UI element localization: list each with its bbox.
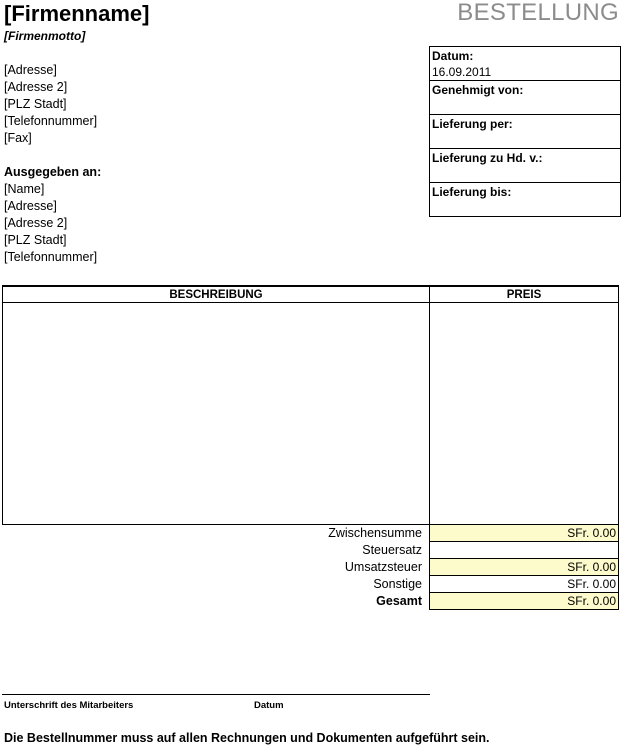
sender-city: [PLZ Stadt] [4,97,67,111]
signature-line[interactable] [2,694,430,695]
subtotal-label: Zwischensumme [328,526,422,540]
description-cells[interactable] [3,303,429,524]
attention-label: Lieferung zu Hd. v.: [432,151,543,165]
delivery-via-row[interactable] [430,115,620,149]
tax-rate-value[interactable] [429,542,619,559]
company-name: [Firmenname] [4,1,150,26]
tax-rate-label: Steuersatz [362,543,422,557]
date-value[interactable]: 16.09.2011 [432,65,492,79]
other-value[interactable]: SFr. 0.00 [429,576,619,593]
delivery-by-label: Lieferung bis: [432,185,512,199]
order-info-box [429,46,621,217]
total-label: Gesamt [376,594,422,608]
approved-by-label: Genehmigt von: [432,83,524,97]
date-label: Datum: [432,49,474,63]
delivery-by-row[interactable] [430,183,620,217]
recipient-address: [Adresse] [4,199,57,213]
approved-by-row[interactable] [430,81,620,115]
employee-signature-label: Unterschrift des Mitarbeiters [4,700,134,711]
recipient-address2: [Adresse 2] [4,216,68,230]
sender-address2: [Adresse 2] [4,80,68,94]
sender-fax: [Fax] [4,131,32,145]
date-row[interactable] [430,47,620,81]
sender-address: [Adresse] [4,63,57,77]
delivery-via-label: Lieferung per: [432,117,513,131]
attention-row[interactable] [430,149,620,183]
recipient-heading: Ausgegeben an: [4,165,102,179]
description-column-header: BESCHREIBUNG [3,287,430,303]
items-table [2,285,619,525]
price-cells[interactable] [430,303,618,524]
document-title: BESTELLUNG [457,0,619,26]
tax-value[interactable]: SFr. 0.00 [429,559,619,576]
recipient-phone: [Telefonnummer] [4,250,98,264]
sender-phone: [Telefonnummer] [4,114,98,128]
company-motto: [Firmenmotto] [4,29,86,43]
recipient-name: [Name] [4,182,45,196]
recipient-city: [PLZ Stadt] [4,233,67,247]
signature-date-label: Datum [254,700,284,711]
other-label: Sonstige [373,577,422,591]
price-column-header: PREIS [430,287,618,303]
tax-label: Umsatzsteuer [344,560,422,574]
total-value[interactable]: SFr. 0.00 [429,593,619,610]
footer-note: Die Bestellnummer muss auf allen Rechnungen und Dokumenten aufgeführt sein. [4,731,490,745]
subtotal-value[interactable]: SFr. 0.00 [429,525,619,542]
